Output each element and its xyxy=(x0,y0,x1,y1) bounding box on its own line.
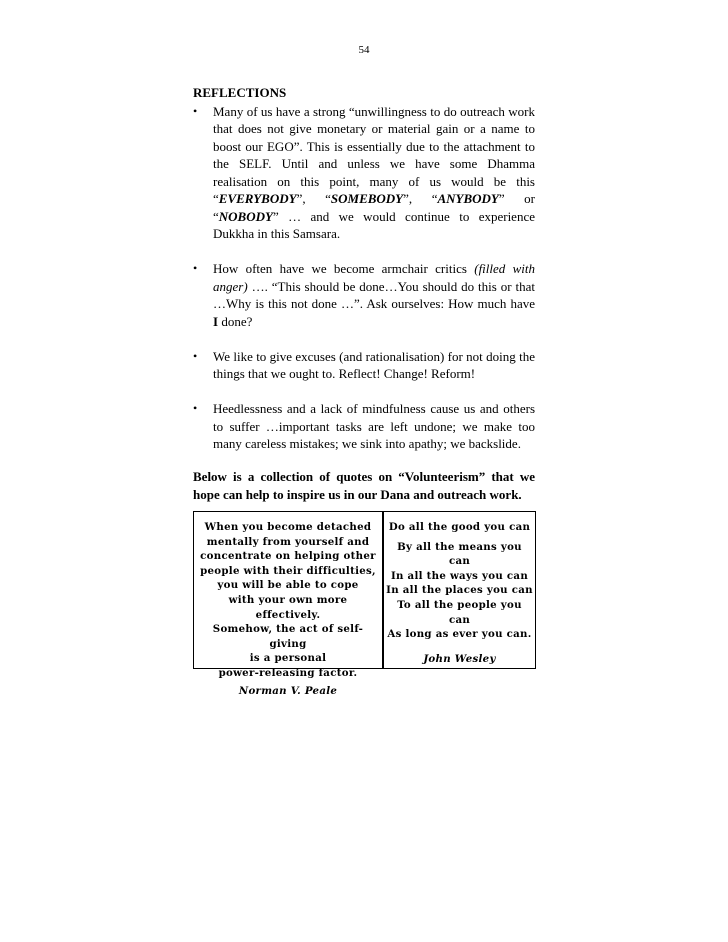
item-text: Heedlessness and a lack of mindfulness cause us and others to suffer …important tasks are left undone; we make too many careless mistakes; we sink into apathy; we backslide. xyxy=(213,401,535,451)
quote-line: To all the people you can xyxy=(397,598,522,626)
item-text: We like to give excuses (and rationalisation) for not doing the things that we ought to. Reflect! Change! Reform! xyxy=(213,348,535,381)
quotes-intro: Below is a collection of quotes on “Volunteerism” that we hope can help to inspire us in our Dana and outreach work. xyxy=(193,469,535,502)
list-item xyxy=(193,348,535,383)
quote-box-peale xyxy=(193,511,383,697)
item-text: ” … and we would continue to experience Dukkha in this Samsara. xyxy=(213,208,535,241)
quote-line: Do all the good you can xyxy=(388,521,531,533)
quote-author: Norman V. Peale xyxy=(238,684,338,697)
quote-line: you will be able to cope xyxy=(217,579,359,592)
quote-line: people with their difficulties, xyxy=(200,564,376,577)
quote-line: In all the places you can xyxy=(386,584,533,597)
list-item xyxy=(193,260,535,330)
section-heading: REFLECTIONS xyxy=(193,85,287,100)
item-text: ”, “ xyxy=(296,191,331,206)
quote-line: When you become detached xyxy=(204,521,372,533)
bullet-icon: • xyxy=(193,261,198,275)
quote-line: concentrate on helping other xyxy=(200,550,376,563)
item-text: Many of us have a strong “unwillingness to do outreach work that does not give monetary or material gain or a name to boost our EGO”. This is essentially due to the attachment to the SELF. Until and unless we have some Dhamma realisation on this point, many of us would be this “ xyxy=(213,103,535,206)
quote-author: John Wesley xyxy=(423,652,496,665)
page-content xyxy=(193,84,535,697)
item-text: ”, “ xyxy=(403,191,438,206)
list-item xyxy=(193,400,535,453)
reflections-list xyxy=(193,103,535,453)
page-number: 54 xyxy=(358,44,370,56)
quote-line: Somehow, the act of self-giving xyxy=(212,623,364,650)
italic-phrase: (filled with anger) xyxy=(213,261,535,294)
quotes-table xyxy=(193,511,536,697)
emphasis-word: ANYBODY xyxy=(437,191,499,206)
item-text: How often have we become armchair critics xyxy=(213,261,475,276)
quote-line: mentally from yourself and xyxy=(206,535,370,548)
item-text: …. “This should be done…You should do this or that …Why is this not done …”. Ask ourselves: How much have xyxy=(213,278,535,311)
quote-line: By all the means you can xyxy=(397,540,522,568)
quote-line: In all the ways you can xyxy=(390,569,529,582)
bullet-icon: • xyxy=(193,401,198,415)
bullet-icon: • xyxy=(193,348,198,363)
quote-box-wesley xyxy=(383,511,536,669)
quote-line: with your own more effectively. xyxy=(228,593,348,621)
item-text: ” or “ xyxy=(213,191,535,224)
emphasis-word: NOBODY xyxy=(218,208,273,224)
quote-line: As long as ever you can. xyxy=(387,628,532,641)
emphasis-word: EVERYBODY xyxy=(218,191,297,206)
item-text: done? xyxy=(218,313,253,329)
bold-word: I xyxy=(213,313,219,329)
quote-line: power-releasing factor. xyxy=(218,666,358,679)
emphasis-word: SOMEBODY xyxy=(330,191,404,206)
list-item xyxy=(193,103,535,243)
bullet-icon: • xyxy=(193,103,198,118)
quote-line: is a personal xyxy=(249,652,327,665)
